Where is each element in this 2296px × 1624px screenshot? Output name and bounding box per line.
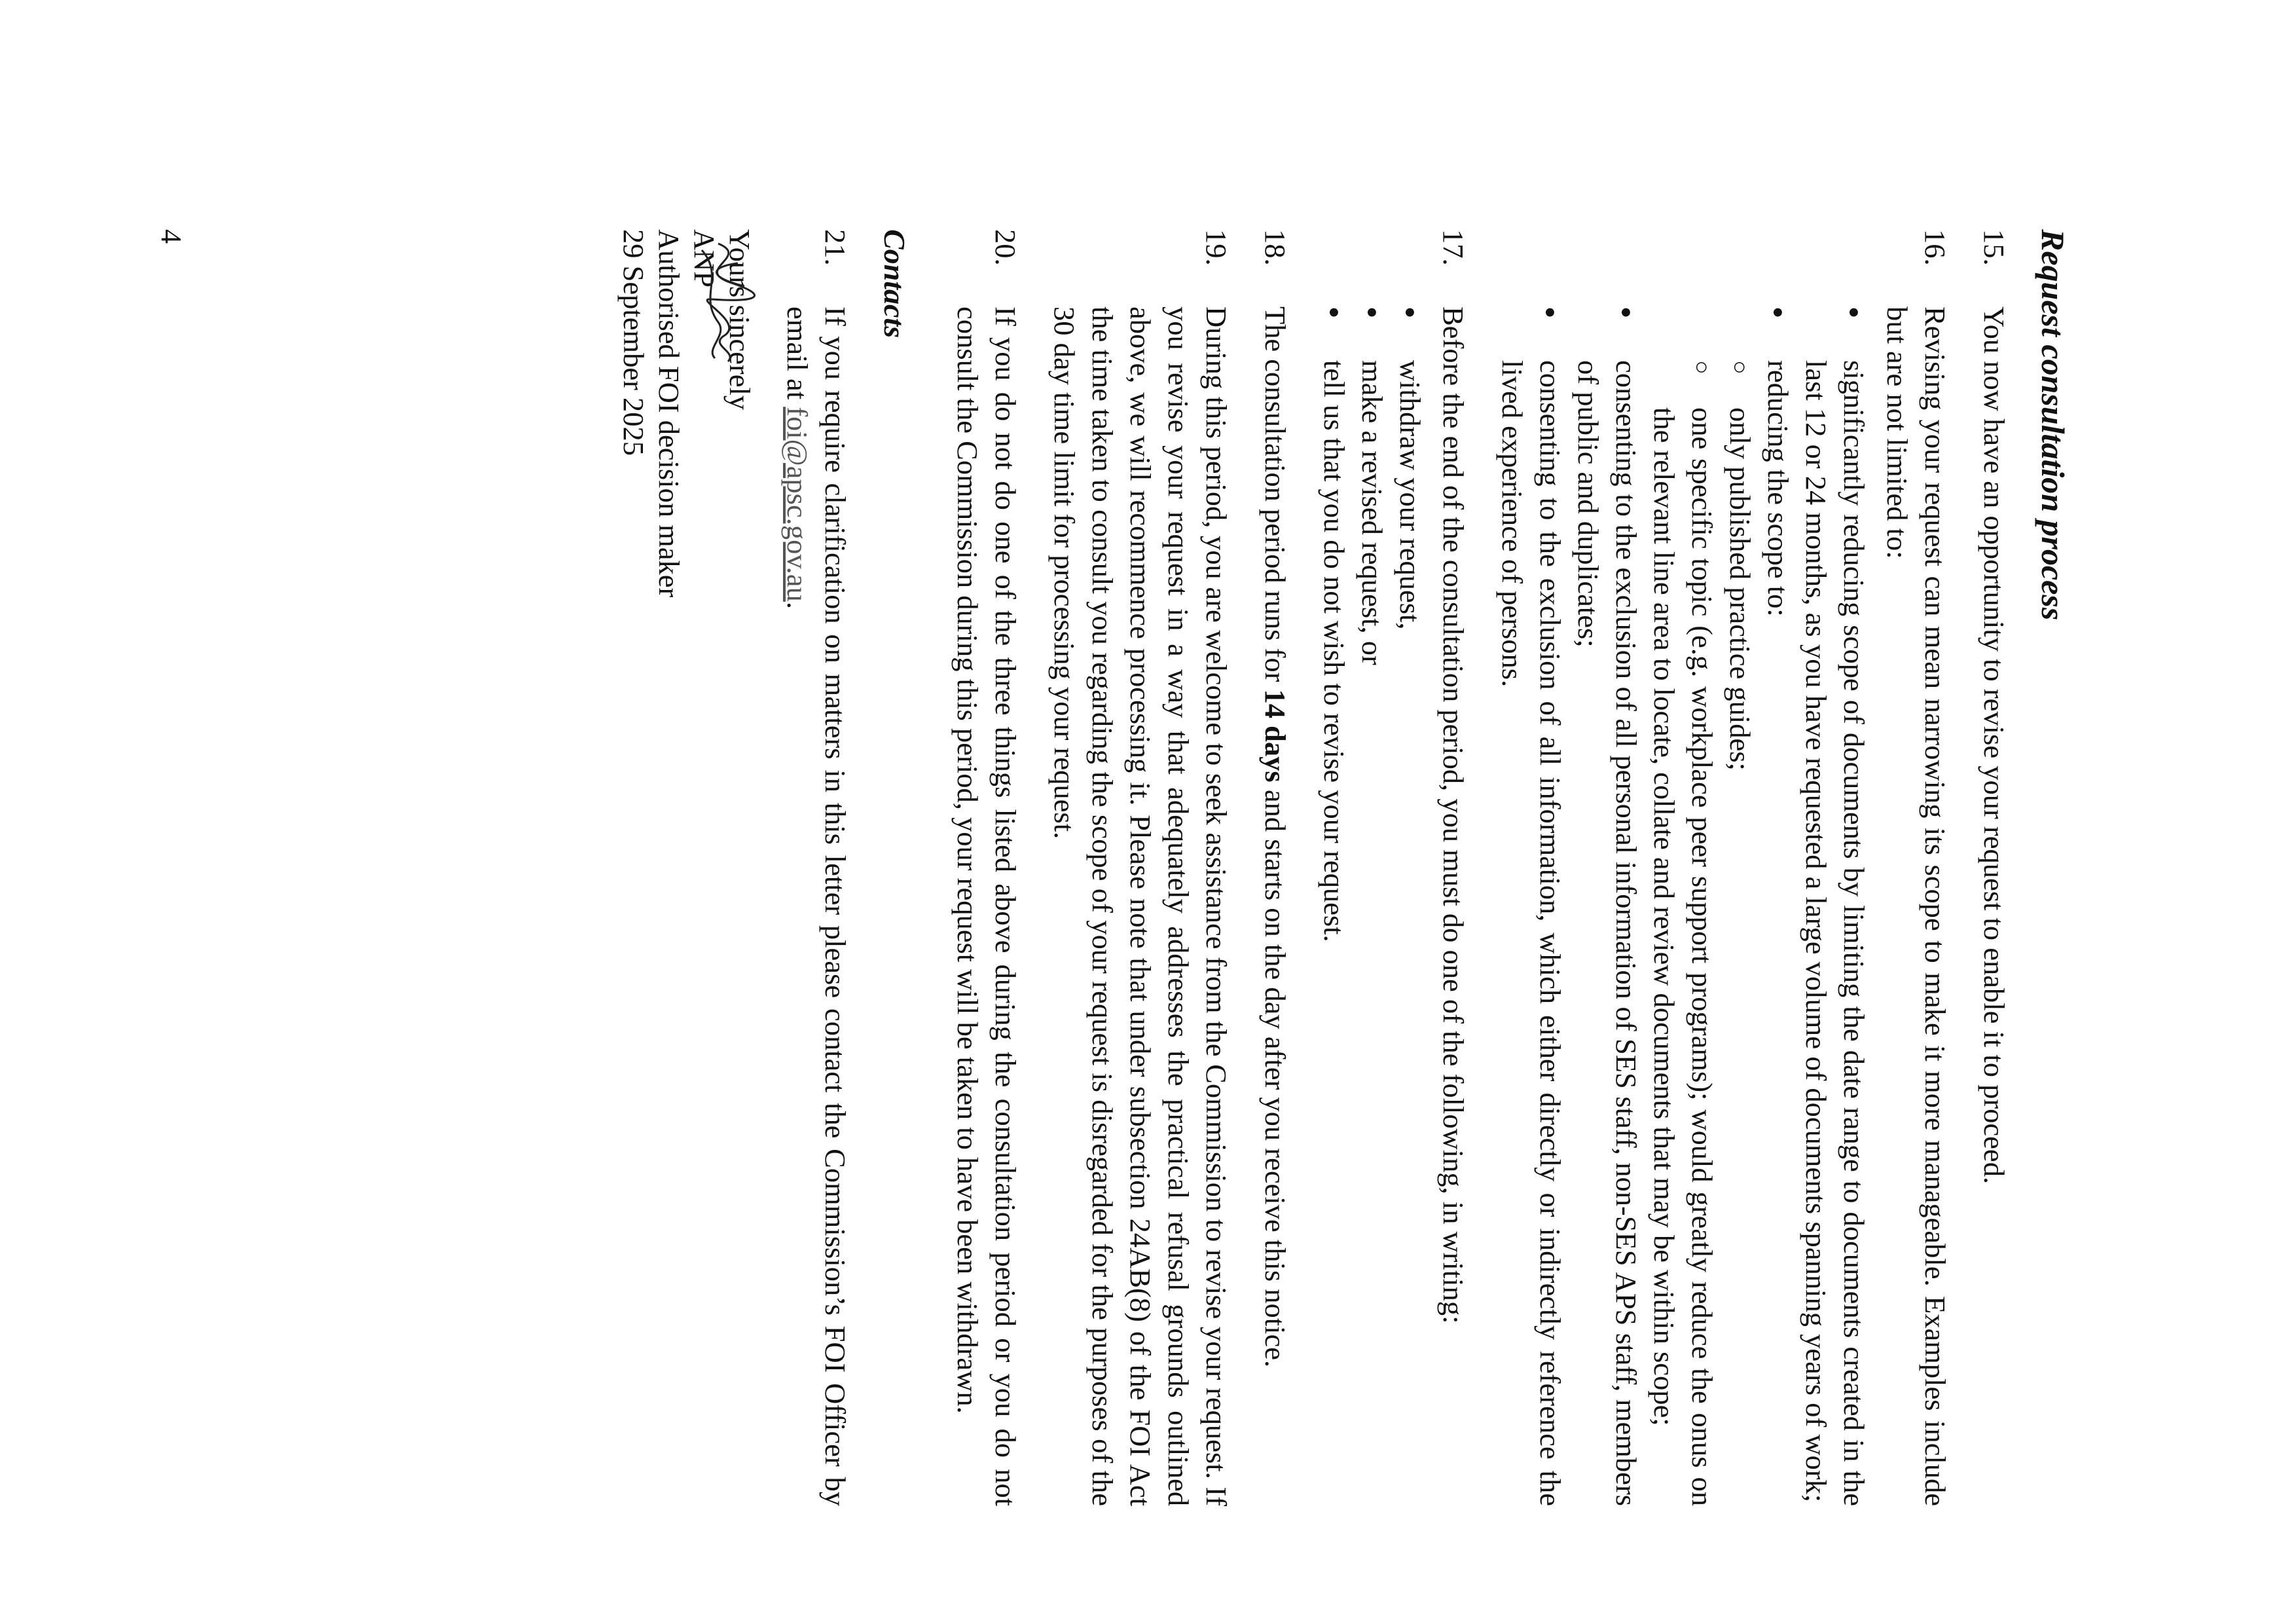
bullet-item: ● significantly reducing scope of documents by limiting the date range to documents created in the last 12 or 24 months, as you have requested a large volume of documents spanning years of work; bbox=[1797, 306, 1873, 1506]
paragraph-20 bbox=[949, 229, 1025, 1506]
signatory-role: Authorised FOI decision maker bbox=[653, 229, 685, 598]
letter-date: 29 September 2025 bbox=[617, 229, 650, 456]
paragraph-text: Before the end of the consultation period, you must do one of the following, in writing: bbox=[1437, 306, 1470, 1324]
paragraph-text: . bbox=[781, 601, 814, 609]
sub-bullet-item: ○ only published practice guides; bbox=[1721, 360, 1759, 1506]
paragraph-number: 17. bbox=[1437, 229, 1470, 266]
letter-closing bbox=[616, 229, 757, 1506]
paragraph-number: 20. bbox=[989, 229, 1022, 266]
paragraph-18 bbox=[1256, 229, 1294, 1506]
letter-body bbox=[616, 229, 2073, 1506]
paragraph-text: Revising your request can mean narrowing its scope to make it more manageable. Examples include but are not limited to: bbox=[1881, 306, 1952, 1506]
closing-salutation: Yours sincerely bbox=[723, 229, 756, 411]
paragraph-number: 18. bbox=[1259, 229, 1292, 266]
paragraph-text: During this period, you are welcome to seek assistance from the Commission to revise your request. If you revise your request in a way that adequately addresses the practical refusal grounds outlined above, we will recommence processing it. Please note that under subsection 24AB(8) of the FOI Act the time taken to consult you regarding the scope of your request is disregarded for the purposes of the 30 day time limit for processing your request. bbox=[1048, 306, 1233, 1506]
foi-email-link[interactable]: foi@apsc.gov.au bbox=[781, 407, 814, 602]
paragraph-15 bbox=[1975, 229, 2013, 1506]
consultation-period-duration: 14 days bbox=[1259, 689, 1292, 783]
paragraph-17 bbox=[1315, 229, 1472, 1506]
section-heading-request-consultation: Request consultation process bbox=[2035, 229, 2071, 621]
paragraph-21 bbox=[778, 229, 854, 1506]
sub-bullet-item: ○ one specific topic (e.g. workplace peer support programs); would greatly reduce the onus on the relevant line area to locate, collate and review documents that may be within scope; bbox=[1645, 360, 1721, 1506]
paragraph-text: and starts on the day after you receive this notice. bbox=[1259, 782, 1292, 1368]
bullet-list bbox=[1315, 306, 1429, 1506]
paragraph-number: 16. bbox=[1919, 229, 1952, 266]
bullet-item bbox=[1645, 306, 1797, 1506]
bullet-item: ● withdraw your request, bbox=[1391, 306, 1429, 1506]
paragraph-number: 15. bbox=[1978, 229, 2011, 266]
paragraph-number: 19. bbox=[1200, 229, 1233, 266]
bullet-item: ● consenting to the exclusion of all personal information of SES staff, non-SES APS staff, members of public and duplicates; bbox=[1569, 306, 1645, 1506]
bullet-item: ● consenting to the exclusion of all information, which either directly or indirectly reference the lived experience of persons. bbox=[1493, 306, 1569, 1506]
paragraph-text: If you do not do one of the three things listed above during the consultation period or you do not consult the Commission during this period, your request will be taken to have been withdrawn. bbox=[951, 306, 1022, 1506]
bullet-item: ● make a revised request, or bbox=[1353, 306, 1391, 1506]
paragraph-text: The consultation period runs for bbox=[1259, 306, 1292, 690]
paragraph-text: If you require clarification on matters in this letter please contact the Commission’s FOI Officer by email at bbox=[781, 306, 852, 1506]
paragraph-number: 21. bbox=[819, 229, 852, 266]
bullet-item: ● tell us that you do not wish to revise your request. bbox=[1315, 306, 1353, 1506]
bullet-list bbox=[1493, 306, 1873, 1506]
signatory-initials: ANP bbox=[688, 229, 721, 288]
paragraph-16 bbox=[1493, 229, 1954, 1506]
bullet-item-text: reducing the scope to: bbox=[1762, 360, 1795, 617]
page-number: 4 bbox=[155, 229, 187, 244]
section-heading-contacts: Contacts bbox=[878, 229, 911, 339]
paragraph-text: You now have an opportunity to revise your request to enable it to proceed. bbox=[1978, 306, 2011, 1185]
handwritten-signature bbox=[685, 237, 764, 368]
paragraph-19 bbox=[1046, 229, 1235, 1506]
sub-bullet-list bbox=[1645, 360, 1759, 1506]
